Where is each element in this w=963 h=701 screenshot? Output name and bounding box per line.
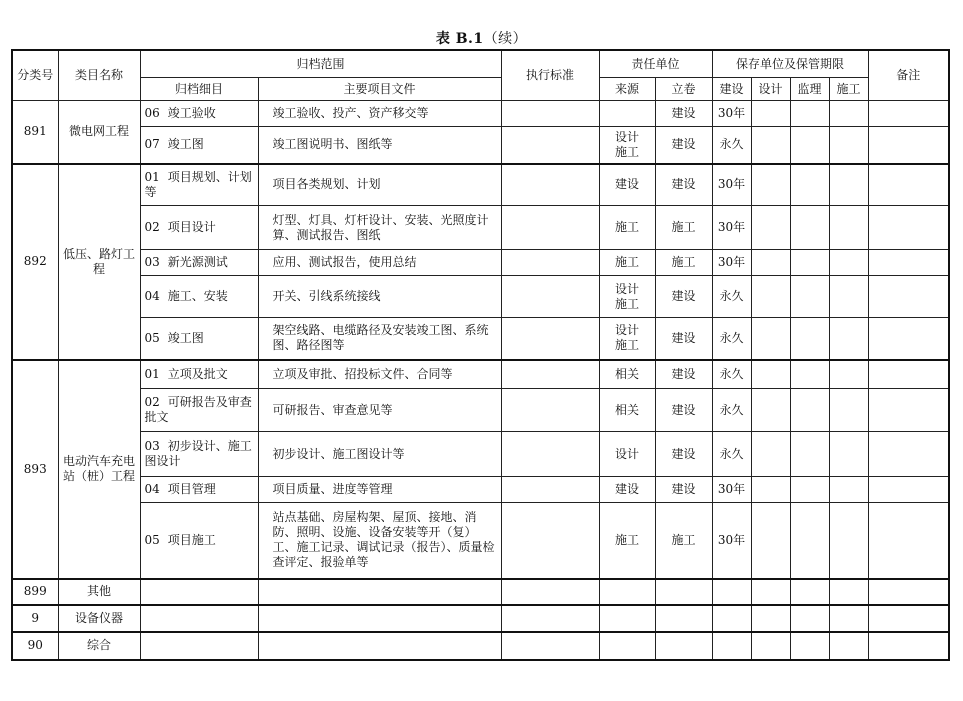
header-retention: 保存单位及保管期限 [712, 50, 868, 78]
detail-number: 04 [144, 482, 160, 496]
detail-number: 06 [144, 106, 160, 120]
supervise-cell [790, 389, 829, 432]
source-unit: 建设 [599, 164, 655, 206]
standard-cell [501, 164, 599, 206]
archive-detail-cell [140, 127, 258, 164]
construct-cell [829, 250, 868, 276]
construct-cell [829, 101, 868, 127]
main-documents: 开关、引线系统接线 [258, 276, 501, 318]
source-unit: 设计 施工 [599, 276, 655, 318]
table-body [12, 101, 949, 660]
header-construct: 施工 [829, 78, 868, 101]
header-scope: 归档范围 [140, 50, 501, 78]
remark-cell [868, 127, 949, 164]
construct-cell [829, 206, 868, 250]
empty-cell [712, 605, 751, 632]
archive-detail-cell [140, 477, 258, 503]
filing-unit: 建设 [655, 360, 712, 389]
category-code: 9 [12, 605, 58, 632]
table-row [12, 164, 949, 206]
filing-unit: 施工 [655, 206, 712, 250]
category-name: 综合 [58, 632, 140, 660]
detail-number: 02 [144, 395, 160, 409]
category-name: 微电网工程 [58, 101, 140, 164]
empty-cell [655, 632, 712, 660]
standard-cell [501, 389, 599, 432]
remark-cell [868, 101, 949, 127]
detail-text: 项目施工 [167, 532, 216, 547]
archive-detail-cell [140, 164, 258, 206]
source-unit: 相关 [599, 389, 655, 432]
supervise-cell [790, 432, 829, 477]
empty-cell [140, 579, 258, 605]
category-name: 设备仪器 [58, 605, 140, 632]
main-documents: 项目各类规划、计划 [258, 164, 501, 206]
detail-text: 项目设计 [167, 220, 216, 234]
retention-period: 30年 [712, 503, 751, 579]
detail-text: 项目管理 [167, 482, 216, 496]
empty-cell [599, 605, 655, 632]
empty-cell [655, 605, 712, 632]
standard-cell [501, 101, 599, 127]
detail-text: 可研报告及审查批文 [144, 395, 252, 424]
empty-cell [790, 605, 829, 632]
table-row [12, 432, 949, 477]
filing-unit: 建设 [655, 127, 712, 164]
header-remark: 备注 [868, 50, 949, 101]
archive-detail-cell [140, 318, 258, 360]
filing-unit: 建设 [655, 318, 712, 360]
filing-unit: 施工 [655, 503, 712, 579]
empty-cell [140, 605, 258, 632]
main-documents: 项目质量、进度等管理 [258, 477, 501, 503]
standard-cell [501, 503, 599, 579]
remark-cell [868, 206, 949, 250]
table-row [12, 206, 949, 250]
detail-text: 新光源测试 [167, 255, 228, 269]
filing-unit: 施工 [655, 250, 712, 276]
design-cell [751, 432, 790, 477]
filing-unit: 建设 [655, 389, 712, 432]
design-cell [751, 477, 790, 503]
standard-cell [501, 276, 599, 318]
retention-period: 30年 [712, 101, 751, 127]
table-row [12, 250, 949, 276]
archive-detail-cell [140, 360, 258, 389]
category-name: 低压、路灯工程 [58, 164, 140, 360]
caption-suffix: （续） [483, 31, 528, 47]
table-row [12, 477, 949, 503]
design-cell [751, 127, 790, 164]
source-unit: 设计 施工 [599, 127, 655, 164]
supervise-cell [790, 503, 829, 579]
design-cell [751, 206, 790, 250]
header-source: 来源 [599, 78, 655, 101]
empty-cell [258, 579, 501, 605]
category-name: 其他 [58, 579, 140, 605]
design-cell [751, 101, 790, 127]
table-row [12, 318, 949, 360]
supervise-cell [790, 164, 829, 206]
source-unit: 相关 [599, 360, 655, 389]
construct-cell [829, 318, 868, 360]
empty-cell [140, 632, 258, 660]
standard-cell [501, 206, 599, 250]
category-code: 891 [12, 101, 58, 164]
retention-period: 永久 [712, 276, 751, 318]
empty-cell [258, 605, 501, 632]
supervise-cell [790, 250, 829, 276]
detail-number: 03 [144, 439, 160, 453]
standard-cell [501, 127, 599, 164]
empty-cell [868, 579, 949, 605]
archive-detail-cell [140, 503, 258, 579]
archive-detail-cell [140, 250, 258, 276]
standard-cell [501, 318, 599, 360]
detail-number: 02 [144, 220, 160, 234]
archive-detail-cell [140, 432, 258, 477]
archive-detail-cell [140, 101, 258, 127]
design-cell [751, 164, 790, 206]
empty-cell [790, 632, 829, 660]
filing-unit: 建设 [655, 164, 712, 206]
detail-text: 初步设计、施工图设计 [144, 439, 252, 468]
header-design: 设计 [751, 78, 790, 101]
empty-cell [258, 632, 501, 660]
filing-unit: 建设 [655, 276, 712, 318]
remark-cell [868, 276, 949, 318]
remark-cell [868, 432, 949, 477]
header-code: 分类号 [12, 50, 58, 101]
empty-cell [751, 579, 790, 605]
empty-cell [751, 632, 790, 660]
remark-cell [868, 250, 949, 276]
main-documents: 竣工图说明书、图纸等 [258, 127, 501, 164]
header-standard: 执行标准 [501, 50, 599, 101]
remark-cell [868, 477, 949, 503]
archive-detail-cell [140, 276, 258, 318]
construct-cell [829, 432, 868, 477]
supervise-cell [790, 360, 829, 389]
remark-cell [868, 503, 949, 579]
table-row [12, 127, 949, 164]
header-docs: 主要项目文件 [258, 78, 501, 101]
source-unit: 设计 施工 [599, 318, 655, 360]
main-documents: 可研报告、审查意见等 [258, 389, 501, 432]
detail-number: 07 [144, 137, 160, 152]
design-cell [751, 250, 790, 276]
empty-cell [501, 579, 599, 605]
construct-cell [829, 503, 868, 579]
category-code: 892 [12, 164, 58, 360]
archive-table [11, 49, 950, 661]
header-name: 类目名称 [58, 50, 140, 101]
filing-unit: 建设 [655, 432, 712, 477]
detail-number: 01 [144, 169, 160, 184]
filing-unit: 建设 [655, 101, 712, 127]
construct-cell [829, 389, 868, 432]
empty-cell [829, 632, 868, 660]
construct-cell [829, 360, 868, 389]
table-row [12, 605, 949, 632]
caption-title: 表 B.1 [435, 31, 484, 47]
supervise-cell [790, 477, 829, 503]
detail-text: 立项及批文 [167, 366, 228, 381]
standard-cell [501, 477, 599, 503]
header-supervise: 监理 [790, 78, 829, 101]
standard-cell [501, 360, 599, 389]
retention-period: 永久 [712, 127, 751, 164]
table-row [12, 579, 949, 605]
remark-cell [868, 389, 949, 432]
detail-number: 03 [144, 255, 160, 269]
supervise-cell [790, 276, 829, 318]
category-code: 893 [12, 360, 58, 579]
header-filing: 立卷 [655, 78, 712, 101]
main-documents: 竣工验收、投产、资产移交等 [258, 101, 501, 127]
empty-cell [501, 632, 599, 660]
main-documents: 应用、测试报告，使用总结 [258, 250, 501, 276]
remark-cell [868, 360, 949, 389]
source-unit: 建设 [599, 477, 655, 503]
header-detail: 归档细目 [140, 78, 258, 101]
header-responsible: 责任单位 [599, 50, 712, 78]
construct-cell [829, 127, 868, 164]
standard-cell [501, 250, 599, 276]
header-build: 建设 [712, 78, 751, 101]
design-cell [751, 276, 790, 318]
retention-period: 永久 [712, 389, 751, 432]
empty-cell [829, 605, 868, 632]
design-cell [751, 389, 790, 432]
table-row [12, 389, 949, 432]
construct-cell [829, 164, 868, 206]
supervise-cell [790, 127, 829, 164]
empty-cell [829, 579, 868, 605]
main-documents: 灯型、灯具、灯杆设计、安装、光照度计算、测试报告、图纸 [258, 206, 501, 250]
main-documents: 架空线路、电缆路径及安装竣工图、系统图、路径图等 [258, 318, 501, 360]
table-row [12, 503, 949, 579]
empty-cell [655, 579, 712, 605]
supervise-cell [790, 206, 829, 250]
empty-cell [712, 579, 751, 605]
table-caption [0, 28, 963, 48]
empty-cell [790, 579, 829, 605]
source-unit: 施工 [599, 206, 655, 250]
construct-cell [829, 276, 868, 318]
detail-number: 05 [144, 532, 160, 547]
detail-text: 竣工验收 [167, 106, 216, 120]
retention-period: 永久 [712, 318, 751, 360]
empty-cell [868, 605, 949, 632]
detail-number: 04 [144, 289, 160, 303]
table-row [12, 101, 949, 127]
source-unit: 施工 [599, 503, 655, 579]
retention-period: 30年 [712, 477, 751, 503]
detail-text: 竣工图 [167, 330, 204, 345]
retention-period: 永久 [712, 360, 751, 389]
main-documents: 立项及审批、招投标文件、合同等 [258, 360, 501, 389]
empty-cell [599, 579, 655, 605]
archive-detail-cell [140, 206, 258, 250]
remark-cell [868, 318, 949, 360]
empty-cell [501, 605, 599, 632]
supervise-cell [790, 101, 829, 127]
retention-period: 30年 [712, 206, 751, 250]
table-row [12, 632, 949, 660]
retention-period: 30年 [712, 164, 751, 206]
remark-cell [868, 164, 949, 206]
standard-cell [501, 432, 599, 477]
empty-cell [868, 632, 949, 660]
source-unit: 施工 [599, 250, 655, 276]
source-unit: 设计 [599, 432, 655, 477]
detail-number: 01 [144, 366, 160, 381]
design-cell [751, 318, 790, 360]
supervise-cell [790, 318, 829, 360]
retention-period: 30年 [712, 250, 751, 276]
construct-cell [829, 477, 868, 503]
detail-text: 竣工图 [167, 137, 204, 152]
category-code: 899 [12, 579, 58, 605]
empty-cell [599, 632, 655, 660]
retention-period: 永久 [712, 432, 751, 477]
archive-detail-cell [140, 389, 258, 432]
source-unit [599, 101, 655, 127]
filing-unit: 建设 [655, 477, 712, 503]
category-name: 电动汽车充电站（桩）工程 [58, 360, 140, 579]
detail-text: 项目规划、计划等 [144, 169, 252, 199]
empty-cell [712, 632, 751, 660]
design-cell [751, 360, 790, 389]
category-code: 90 [12, 632, 58, 660]
table-row [12, 276, 949, 318]
detail-text: 施工、安装 [167, 289, 228, 303]
empty-cell [751, 605, 790, 632]
table-row [12, 360, 949, 389]
design-cell [751, 503, 790, 579]
main-documents: 初步设计、施工图设计等 [258, 432, 501, 477]
detail-number: 05 [144, 330, 160, 345]
main-documents: 站点基础、房屋构架、屋顶、接地、消防、照明、设施、设备安装等开（复）工、施工记录、调试记录（报告）、质量检查评定、报验单等 [258, 503, 501, 579]
